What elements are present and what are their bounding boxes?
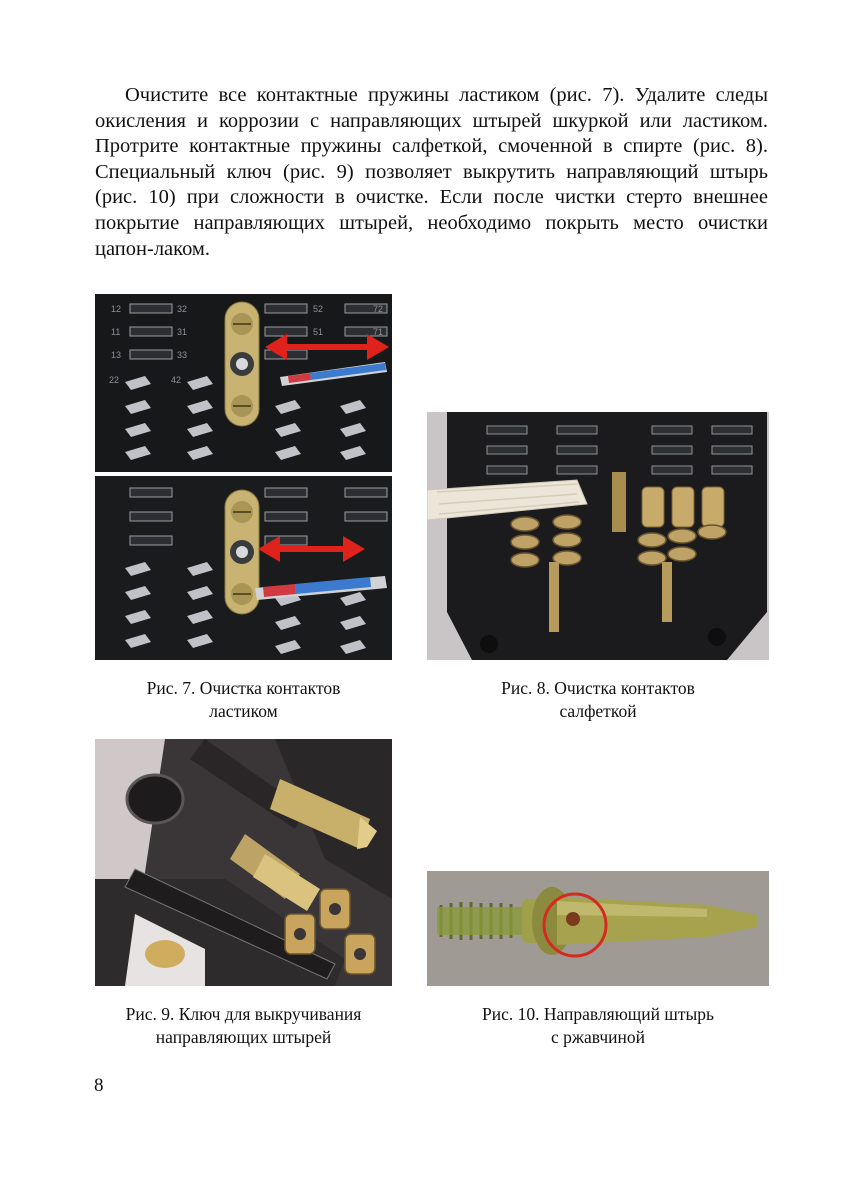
figure-7-bottom-photo <box>95 476 392 660</box>
svg-text:72: 72 <box>373 304 384 314</box>
contact-panel-eraser-image-1 <box>95 294 392 472</box>
panel-label: 12 <box>111 304 122 314</box>
figure-10-caption: Рис. 10. Направляющий штырь с ржавчиной <box>481 1004 714 1047</box>
rusty-guide-pin-image <box>427 871 769 986</box>
svg-text:22: 22 <box>109 375 120 385</box>
contact-panel-wipe-image <box>427 412 769 660</box>
figure-7-top-photo <box>95 294 392 472</box>
contact-panel-eraser-image-2 <box>95 476 392 660</box>
svg-text:42: 42 <box>171 375 182 385</box>
svg-text:11: 11 <box>111 327 121 337</box>
figure-7-caption: Рис. 7. Очистка контактов ластиком <box>146 678 341 721</box>
figure-9-photo <box>95 739 392 986</box>
svg-text:71: 71 <box>373 327 384 337</box>
svg-text:31: 31 <box>177 327 188 337</box>
svg-text:51: 51 <box>313 327 324 337</box>
figure-8-caption: Рис. 8. Очистка контактов салфеткой <box>501 678 695 721</box>
page-number: 8 <box>94 1075 104 1096</box>
figure-8-photo <box>427 412 769 660</box>
figure-10-photo <box>427 871 769 986</box>
svg-text:33: 33 <box>177 350 188 360</box>
pin-removal-key-image <box>95 739 392 986</box>
svg-text:32: 32 <box>177 304 188 314</box>
svg-text:13: 13 <box>111 350 122 360</box>
svg-text:52: 52 <box>313 304 324 314</box>
figure-9-caption: Рис. 9. Ключ для выкручивания направляющих штырей <box>125 1004 362 1047</box>
body-paragraph: Очистите все контактные пружины ластиком (рис. 7). Удалите следы окисления и коррозии с направляющих штырей шкуркой или ластиком. Протрите контактные пружины салфеткой, смоченной в спирте (рис. 8). Специальный ключ (рис. 9) позволяет выкрутить направляющий штырь (рис. 10) при сложности в очистке. Если после чистки стерто внешнее покрытие направляющих штырей, необходимо покрыть место очистки цапон-лаком. <box>95 84 768 260</box>
